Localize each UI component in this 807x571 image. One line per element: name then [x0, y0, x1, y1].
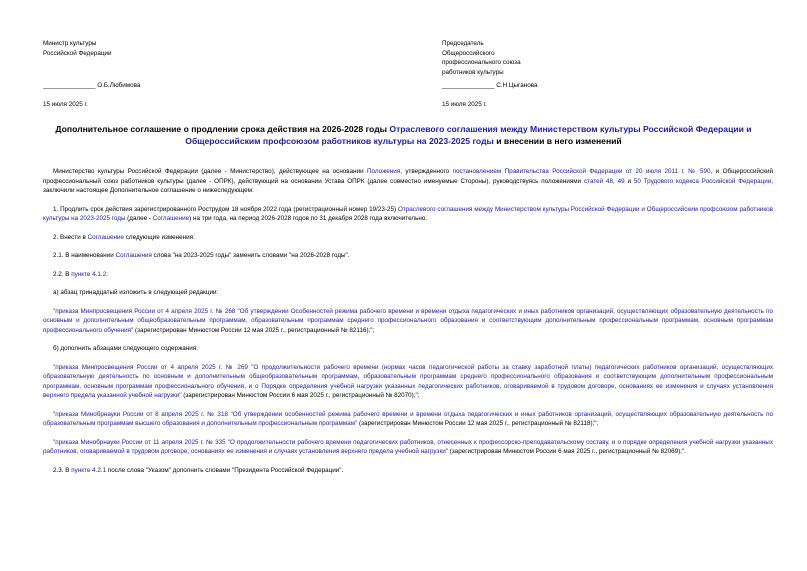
order-335-link[interactable]: "приказа Минобрнауки России от 11 апреля 2025 г. № 335 "О продолжительности рабочего времени педагогических работников, отнесенных к профессорско-преподавательскому составу, и о порядке определения учебной нагрузки указанных работников, оговариваемой в трудовом договоре, основаниях ее изменения и случаях установления верхнего предела учебной нагрузки" — [43, 438, 773, 455]
title-agreement-link[interactable]: Отраслевого соглашения между Министерством культуры Российской Федерации и Общероссийским профсоюзом работников культуры на 2023-2025 годы — [185, 124, 752, 146]
signature-block-minister — [43, 39, 140, 109]
text: , — [613, 177, 618, 185]
article-49-link[interactable]: 49 — [617, 177, 625, 185]
signature-line: _______________ О.Б.Любимова — [43, 82, 141, 89]
signature-date: 15 июля 2025 г. — [442, 100, 487, 108]
clause-4-1-2-link[interactable]: пункте 4.1.2 — [71, 270, 107, 278]
article-50-labor-code-link[interactable]: 50 Трудового кодекса Российской Федерации — [633, 177, 772, 185]
text: ) на три года, на период 2026-2028 годов по 31 декабря 2028 года включительно. — [189, 215, 428, 222]
text: (далее - — [125, 215, 153, 222]
text: (зарегистрирован Минюстом России 12 мая 2025 г., регистрационный № 82118);"; — [357, 420, 599, 427]
title-suffix: и внесении в него изменений — [493, 136, 622, 146]
signature-date: 15 июля 2025 г. — [43, 100, 88, 108]
agreement-short-link[interactable]: Соглашение — [152, 215, 190, 222]
text: Министерство культуры Российской Федерации (далее - Министерство), действующее на основании — [53, 168, 368, 175]
text: , заключили настоящее Дополнительное соглашение о нижеследующем: — [43, 177, 773, 194]
text: 2. Внести в — [53, 233, 88, 241]
clause-4-2-1-link[interactable]: пункте 4.2.1 — [71, 466, 107, 474]
position-line: Председатель — [442, 40, 484, 47]
signature-block-chairman — [442, 39, 537, 109]
text: (зарегистрирован Минюстом России 12 мая 2025 г., регистрационный № 82116);"; — [133, 326, 375, 334]
text: и — [624, 177, 634, 185]
document-body — [43, 167, 773, 484]
quote-order-268 — [43, 307, 773, 336]
position-line: Министр культуры — [43, 40, 97, 47]
signature-line: _______________ С.Н.Цыганова — [442, 82, 538, 89]
quote-order-335 — [43, 438, 773, 457]
item-2-paragraph — [43, 233, 773, 243]
text: следующие изменения: — [124, 233, 195, 241]
text: (зарегистрирован Минюстом России 6 мая 2025 г., регистрационный № 82070);"; — [181, 392, 420, 399]
item-2-1-paragraph — [43, 251, 773, 261]
item-a-paragraph: а) абзац тринадцатый изложить в следующей редакции: — [53, 289, 219, 296]
position-line: профессионального союза — [442, 59, 521, 66]
preamble-paragraph — [43, 167, 773, 196]
quote-order-269 — [43, 363, 773, 401]
order-269-link[interactable]: "приказа Минпросвещения России от 4 апреля 2025 г. № 269 "О продолжительности рабочего времени (нормах часов педагогической работы за ставку заработной платы) педагогических работников организаций, осуществляющих образовательную деятельность по основным и дополнительным общеобразовательным программам, образовательным программам среднего профессионального образования и соответствующим дополнительным профессиональным программам, основным программам профессионального обучения, и о Порядке определения учебной нагрузки указанных педагогических работников, оговариваемой в трудовом договоре, основаниях ее изменения и случаях установления верхнего предела указанной учебной нагрузки" — [43, 363, 773, 399]
text: : — [106, 270, 108, 278]
item-1-paragraph — [43, 205, 773, 224]
agreement-link[interactable]: Соглашения — [115, 252, 152, 259]
text: , и Общероссийский профессиональный союз работников культуры (далее - ОПРК), действующий на основании Устава ОПРК (далее совместно именуемые Стороны), руководствуясь положениями — [43, 168, 773, 185]
text: 2.3. В — [53, 466, 72, 474]
item-2-2-paragraph — [43, 270, 773, 280]
title-prefix: Дополнительное соглашение о продлении срока действия на 2026-2028 годы — [55, 124, 390, 134]
text: 1. Продлить срок действия зарегистрированного Рострудом 18 ноября 2022 года (регистрационный номер 19/23-25) — [53, 205, 398, 213]
item-2-3-paragraph — [43, 466, 773, 476]
regulation-link[interactable]: Положения — [367, 168, 401, 175]
article-48-link[interactable]: статей 48 — [584, 177, 614, 185]
text: после слова "Указом" дополнить словами "Президента Российской Федерации". — [106, 466, 344, 474]
text: , утвержденного — [400, 168, 453, 175]
document-title — [20, 123, 787, 147]
government-decree-link[interactable]: постановлением Правительства Российской Федерации от 20 июля 2011 г. № 590 — [452, 168, 711, 175]
position-line: Российской Федерации — [43, 49, 112, 57]
text: 2.1. В наименовании — [53, 252, 116, 259]
order-318-link[interactable]: "приказа Минобрнауки России от 8 апреля 2025 г. № 318 "Об утверждении особенностей режима рабочего времени и времени отдыха педагогических и иных работников организаций, осуществляющих образовательную деятельность по образовательным программам высшего образования и дополнительным профессиональным программам" — [43, 410, 773, 427]
order-268-link[interactable]: "приказа Минпросвещения России от 4 апреля 2025 г. № 268 "Об утверждении Особенностей режима рабочего времени и времени отдыха педагогических и иных работников организаций, осуществляющих образовательную деятельность по основным и дополнительным общеобразовательным программам, образовательным программам среднего профессионального образования и соответствующим дополнительным профессиональным программам, основным программам профессионального обучения" — [43, 307, 773, 334]
position-line: Общероссийского — [442, 49, 495, 57]
position-line: работников культуры — [442, 68, 504, 76]
text: (зарегистрирован Минюстом России 6 мая 2025 г., регистрационный № 82069);". — [447, 448, 686, 455]
agreement-link[interactable]: Соглашение — [87, 233, 125, 241]
agreement-link[interactable]: Отраслевого соглашения между Министерством культуры Российской Федерации и Общероссийским профсоюзом работников культуры на 2023-2025 годы — [43, 205, 773, 222]
quote-order-318 — [43, 410, 773, 429]
text: слова "на 2023-2025 годы" заменить словами "на 2026-2028 годы". — [151, 252, 350, 259]
item-b-paragraph: б) дополнить абзацами следующего содержания: — [53, 345, 198, 352]
text: 2.2. В — [53, 270, 72, 278]
